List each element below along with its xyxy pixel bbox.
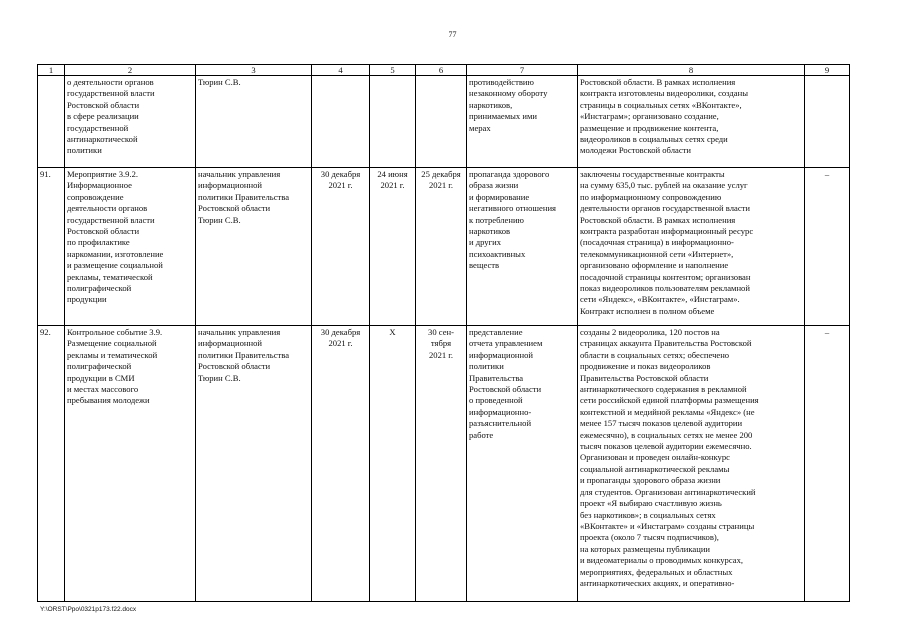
actual-start-date [370,76,416,168]
event-name-line: и размещение социальной [67,260,163,271]
note-cell: – [805,326,850,602]
actual-result-line: Контракт исполнен в полном объеме [580,305,715,316]
actual-start-date [370,168,416,326]
actual-end-date-line: 30 сен- [428,327,454,337]
expected-result-line: Ростовской области [469,384,542,395]
actual-result-line: страницы в социальных сетях «ВКонтакте», [580,99,742,110]
actual-result-line: ежемесячно), в социальных сетях не менее 200 [580,429,753,440]
row-number: 92. [38,326,65,602]
planned-date-line: 30 декабря [320,327,361,337]
event-name-line: пребывания молодежи [67,395,150,406]
column-number: 8 [578,65,805,76]
actual-result [578,326,805,602]
responsible-person-line: политики Правительства [198,191,290,202]
expected-result-line: веществ [469,260,500,271]
planned-date [312,76,370,168]
event-name-line: полиграфической [67,283,132,294]
row-number [38,76,65,168]
event-name-line: деятельности органов [67,203,148,214]
expected-result [467,326,578,602]
expected-result-line: принимаемых ими [469,111,537,122]
actual-end-date-line: 25 декабря [421,169,461,179]
actual-start-date-line: 24 июня [377,169,408,179]
responsible-person-line: начальник управления [198,327,281,337]
responsible-person-line: информационной [198,338,263,349]
actual-result-line: тысяч показов целевой аудитории ежемесячно. [580,441,752,452]
responsible-person [196,76,312,168]
expected-result-line: представление [469,327,523,337]
planned-date-line: 2021 г. [328,338,353,349]
actual-result-line: «ВКонтакте» и «Инстаграм» созданы страницы [580,520,755,531]
actual-result-line: контракта разработан информационный ресурс [580,226,754,237]
actual-result-line: Ростовской области. В рамках исполнения [580,77,736,87]
expected-result-line: информационной [469,349,534,360]
actual-result-line: проект «Я выбираю счастливую жизнь [580,498,722,509]
event-name-line: государственной [67,122,129,133]
event-name-line: антинаркотической [67,134,138,145]
expected-result-line: наркотиков [469,226,511,237]
event-name-line: рекламы, тематической [67,271,153,282]
actual-result-line: Организован и проведен онлайн-конкурс [580,452,730,463]
actual-end-date-line: тября [430,338,452,349]
expected-result-line: образа жизни [469,180,519,191]
responsible-person-line: Тюрин С.В. [198,77,241,87]
expected-result-line: негативного отношения [469,203,557,214]
table-row [38,76,850,168]
actual-result-line: заключены государственные контракты [580,169,725,179]
footer-file-path: Y:\ORST\Ppo\0321p173.f22.docx [40,606,137,613]
actual-result-line: контракта изготовлены видеоролики, созданы [580,88,748,99]
event-name-line: о деятельности органов [67,77,154,87]
expected-result [467,76,578,168]
actual-result-line: видеороликов в социальных сетях среди [580,134,728,145]
report-table [37,64,850,602]
responsible-person-line: Тюрин С.В. [198,214,241,225]
expected-result-line: политики [469,361,504,372]
planned-date [312,168,370,326]
actual-result-line: организовано оформление и наполнение [580,260,729,271]
actual-end-date [416,76,467,168]
actual-result-line: без наркотиков»; в социальных сетях [580,509,716,520]
actual-end-date [416,326,467,602]
actual-result-line: антинаркотических акциях, и оперативно- [580,577,735,588]
actual-result-line: области в социальных сетях; обеспечено [580,349,730,360]
expected-result-line: информационно- [469,406,532,417]
column-number: 6 [416,65,467,76]
actual-result-line: и пропаганды здорового образа жизни [580,475,721,486]
actual-result-line: Правительства Ростовской области [580,372,709,383]
expected-result-line: и других [469,237,502,248]
expected-result [467,168,578,326]
event-name-line: рекламы и тематической [67,349,158,360]
event-name [65,168,196,326]
event-name-line: Контрольное событие 3.9. [67,327,163,337]
column-number: 1 [38,65,65,76]
responsible-person [196,326,312,602]
expected-result-line: о проведенной [469,395,523,406]
event-name-line: и местах массового [67,384,139,395]
event-name-line: Информационное [67,180,132,191]
actual-result-line: страницах аккаунта Правительства Ростовской [580,338,752,349]
event-name-line: наркомании, изготовление [67,248,164,259]
event-name-line: по профилактике [67,237,130,248]
actual-result-line: молодежи Ростовской области [580,145,691,156]
expected-result-line: отчета управлением [469,338,543,349]
event-name-line: политики [67,145,102,156]
event-name [65,76,196,168]
planned-date [312,326,370,602]
planned-date-line: 2021 г. [328,180,353,191]
actual-result [578,76,805,168]
column-number: 2 [65,65,196,76]
actual-result-line: продвижение и показ видеороликов [580,361,711,372]
actual-result-line: сети российской единой платформы размещения [580,395,759,406]
event-name-line: Ростовской области [67,226,140,237]
responsible-person-line: информационной [198,180,263,191]
actual-result-line: «Инстаграм»; организовано создание, [580,111,719,122]
responsible-person [196,168,312,326]
actual-end-date-line: 2021 г. [428,180,454,191]
responsible-person-line: начальник управления [198,169,281,179]
table-row [38,326,850,602]
actual-result-line: на сумму 635,0 тыс. рублей на оказание услуг [580,180,748,191]
note-cell: – [805,168,850,326]
event-name-line: сопровождение [67,191,124,202]
actual-result-line: телекоммуникационной сети «Интернет», [580,248,734,259]
expected-result-line: мерах [469,122,491,133]
event-name-line: государственной власти [67,88,155,99]
event-name-line: государственной власти [67,214,155,225]
page-number: 77 [448,30,457,39]
expected-result-line: наркотиков, [469,99,513,110]
responsible-person-line: Тюрин С.В. [198,372,241,383]
actual-result-line: для студентов. Организован антинаркотический [580,486,756,497]
event-name-line: в сфере реализации [67,111,139,122]
actual-result [578,168,805,326]
expected-result-line: психоактивных [469,248,526,259]
actual-result-line: сети «Яндекс», «ВКонтакте», «Инстаграм». [580,294,740,305]
actual-result-line: антинаркотического содержания в рекламной [580,384,747,395]
actual-result-line: контекстной и медийной рекламы «Яндекс» (не [580,406,755,417]
expected-result-line: работе [469,429,494,440]
event-name-line: полиграфической [67,361,132,372]
actual-result-line: проекта (около 7 тысяч подписчиков), [580,532,719,543]
expected-result-line: пропаганда здорового [469,169,550,179]
actual-start-date-line: X [389,327,396,337]
column-number: 4 [312,65,370,76]
actual-result-line: показ видеороликов пользователям рекламной [580,283,750,294]
event-name-line: Ростовской области [67,99,140,110]
actual-result-line: посадочной страницы контентом; организован [580,271,751,282]
actual-start-date-line: 2021 г. [380,180,405,191]
column-number: 5 [370,65,416,76]
actual-end-date-line: 2021 г. [428,349,454,360]
actual-end-date [416,168,467,326]
responsible-person-line: политики Правительства [198,349,290,360]
actual-result-line: на которых размещены публикации [580,543,711,554]
event-name [65,326,196,602]
responsible-person-line: Ростовской области [198,361,271,372]
actual-result-line: по информационному сопровождению [580,191,722,202]
actual-result-line: мероприятиях, федеральных и областных [580,566,733,577]
expected-result-line: и формирование [469,191,530,202]
event-name-line: Мероприятие 3.9.2. [67,169,139,179]
expected-result-line: к потреблению [469,214,524,225]
actual-result-line: Ростовской области. В рамках исполнения [580,214,736,225]
actual-result-line: (посадочная страница) в информационно- [580,237,734,248]
expected-result-line: незаконному обороту [469,88,548,99]
column-number: 3 [196,65,312,76]
responsible-person-line: Ростовской области [198,203,271,214]
event-name-line: продукции [67,294,107,305]
expected-result-line: разъяснительной [469,418,532,429]
column-number-row [38,65,850,76]
column-number: 7 [467,65,578,76]
event-name-line: продукции в СМИ [67,372,135,383]
note-cell [805,76,850,168]
planned-date-line: 30 декабря [320,169,361,179]
column-number: 9 [805,65,850,76]
actual-result-line: размещение и продвижение контента, [580,122,719,133]
actual-result-line: социальной антинаркотической рекламы [580,463,730,474]
event-name-line: Размещение социальной [67,338,157,349]
row-number: 91. [38,168,65,326]
actual-result-line: менее 157 тысяч показов целевой аудитории [580,418,743,429]
table-row [38,168,850,326]
expected-result-line: Правительства [469,372,524,383]
expected-result-line: противодействию [469,77,534,87]
actual-result-line: и видеоматериалы о проводимых конкурсах, [580,555,744,566]
actual-result-line: деятельности органов государственной власти [580,203,750,214]
actual-start-date [370,326,416,602]
actual-result-line: созданы 2 видеоролика, 120 постов на [580,327,720,337]
